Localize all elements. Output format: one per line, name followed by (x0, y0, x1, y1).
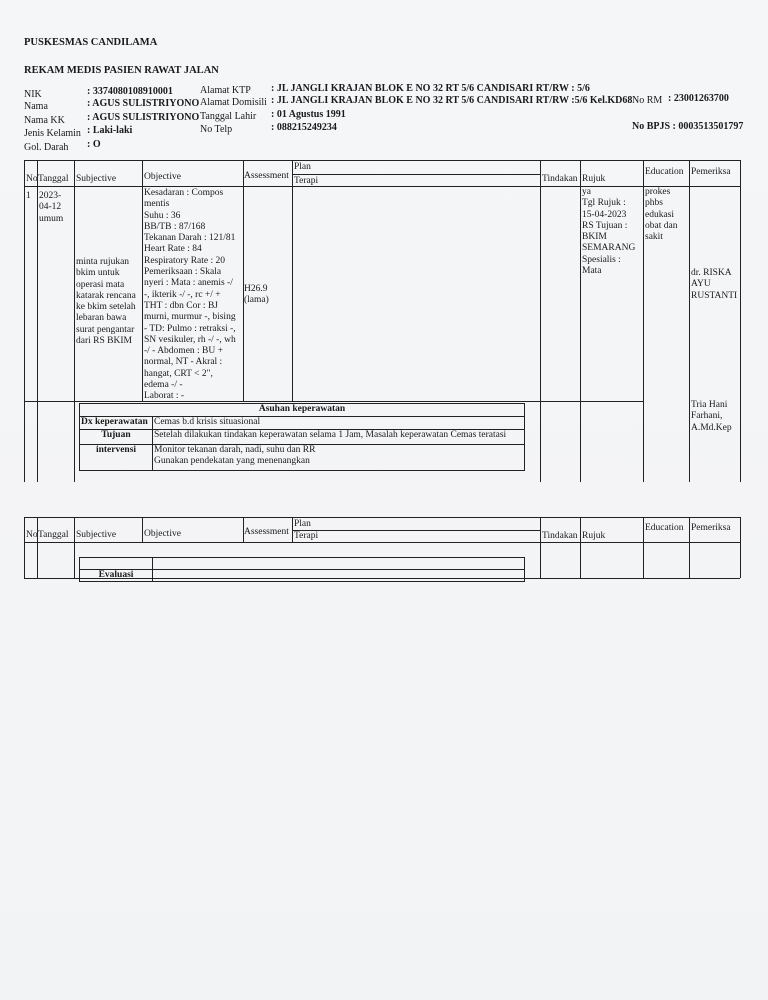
document-title: REKAM MEDIS PASIEN RAWAT JALAN (24, 65, 219, 76)
puskesmas-name: PUSKESMAS CANDILAMA (24, 37, 158, 48)
header-plan: Plan (294, 162, 311, 172)
no-telp-label: No Telp (200, 124, 233, 135)
no-telp-value: : 088215249234 (271, 122, 337, 133)
record-pemeriksa-perawat: Tria Hani Farhani, A.Md.Kep (691, 400, 732, 433)
asuhan-keperawatan-table (79, 403, 525, 471)
header2-tanggal: Tanggal (38, 530, 69, 540)
header-no: No (26, 174, 38, 184)
no-rm-value: : 23001263700 (668, 93, 729, 104)
header-education: Education (645, 167, 684, 177)
intervensi-label: intervensi (80, 445, 153, 471)
dx-value: Cemas b.d krisis situasional (153, 417, 525, 430)
header-terapi: Terapi (294, 176, 319, 186)
record-objective: Kesadaran : Compos mentis Suhu : 36 BB/TB : 87/168 Tekanan Darah : 121/81 Heart Rate : 84 Respiratory Rate : 20 Pemeriksaan : Skala nyeri : Mata : anemis -/ -, ikterik -/ -, rc +/ + THT : dbn Cor : BJ murni, murmur -, bising - TD: Pulmo : retraksi -, SN vesikuler, rh -/ -, wh -/ - Abdomen : BU + normal, NT - Akral : hangat, CRT < 2", edema -/ - Laborat : - (144, 188, 236, 402)
jk-label: Jenis Kelamin (24, 128, 81, 139)
intervensi-value: Monitor tekanan darah, nadi, suhu dan RR Gunakan pendekatan yang menenangkan (153, 445, 525, 471)
record-no: 1 (26, 191, 31, 201)
record-subjective: minta rujukan bkim untuk operasi mata katarak rencana ke bkim setelah lebaran bawa surat pengantar dari RS BKIM (76, 257, 136, 347)
no-bpjs: No BPJS : 0003513501797 (632, 121, 744, 132)
evaluasi-label: Evaluasi (80, 570, 153, 582)
record-tanggal: 2023- 04-12 umum (39, 191, 64, 224)
record-pemeriksa: dr. RISKA AYU RUSTANTI (691, 268, 738, 301)
alamat-ktp-label: Alamat KTP (200, 85, 251, 96)
header-rujuk: Rujuk (582, 174, 606, 184)
header2-objective: Objective (144, 529, 181, 539)
alamat-domisili-label: Alamat Domisili (200, 97, 267, 108)
header-assessment: Assessment (244, 171, 289, 181)
header2-terapi: Terapi (294, 531, 319, 541)
nik-value: : 3374080108910001 (87, 86, 173, 97)
header2-no: No (26, 530, 38, 540)
header2-education: Education (645, 523, 684, 533)
dx-label: Dx keperawatan (80, 417, 153, 430)
tgl-lahir-label: Tanggal Lahir (200, 111, 257, 122)
namakk-value: : AGUS SULISTRIYONO (87, 112, 200, 123)
header2-rujuk: Rujuk (582, 531, 606, 541)
asuhan-title: Asuhan keperawatan (80, 404, 525, 417)
header2-assessment: Assessment (244, 527, 289, 537)
goldarah-label: Gol. Darah (24, 142, 69, 153)
tgl-lahir-value: : 01 Agustus 1991 (271, 109, 346, 120)
no-rm-label: No RM (632, 95, 663, 106)
tujuan-value: Setelah dilakukan tindakan keperawatan selama 1 Jam, Masalah keperawatan Cemas teratasi (153, 430, 525, 445)
alamat-ktp-value: : JL JANGLI KRAJAN BLOK E NO 32 RT 5/6 CANDISARI RT/RW : 5/6 (271, 83, 590, 94)
alamat-domisili-value: : JL JANGLI KRAJAN BLOK E NO 32 RT 5/6 CANDISARI RT/RW :5/6 Kel.KD68 (271, 95, 633, 106)
nama-label: Nama (24, 101, 48, 112)
header-objective: Objective (144, 172, 181, 182)
record-assessment: H26.9 (lama) (244, 284, 269, 306)
nama-value: : AGUS SULISTRIYONO (87, 98, 200, 109)
header-subjective: Subjective (76, 174, 117, 184)
header-pemeriksa: Pemeriksa (691, 167, 731, 177)
goldarah-value: : O (87, 139, 101, 150)
evaluasi-box (79, 557, 525, 582)
nik-label: NIK (24, 89, 42, 100)
tujuan-label: Tujuan (80, 430, 153, 445)
header2-pemeriksa: Pemeriksa (691, 523, 731, 533)
header2-plan: Plan (294, 519, 311, 529)
header2-tindakan: Tindakan (542, 531, 578, 541)
header-tanggal: Tanggal (38, 174, 69, 184)
record-education: prokes phbs edukasi obat dan sakit (645, 187, 678, 243)
jk-value: : Laki-laki (87, 125, 133, 136)
header2-subjective: Subjective (76, 530, 117, 540)
namakk-label: Nama KK (24, 115, 65, 126)
header-tindakan: Tindakan (542, 174, 578, 184)
record-rujuk: ya Tgl Rujuk : 15-04-2023 RS Tujuan : BKIM SEMARANG Spesialis : Mata (582, 187, 636, 277)
